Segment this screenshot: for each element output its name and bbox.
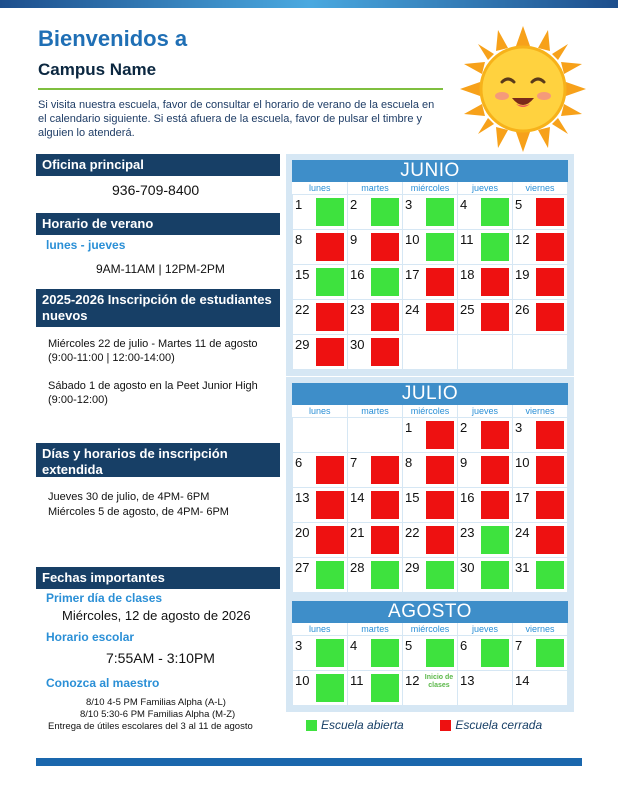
- top-accent-bar: [0, 0, 618, 8]
- registration-heading: 2025-2026 Inscripción de estudiantes nuevos: [36, 289, 280, 327]
- school-open-marker: [371, 561, 399, 589]
- school-closed-marker: [316, 233, 344, 261]
- calendar-day: [513, 558, 568, 593]
- weekday-header: lunes: [293, 623, 348, 636]
- day-number: 9: [460, 455, 468, 470]
- school-open-marker: [371, 639, 399, 667]
- school-open-marker: [316, 268, 344, 296]
- calendar-day: [458, 195, 513, 230]
- school-closed-marker: [481, 268, 509, 296]
- school-open-marker: [426, 561, 454, 589]
- calendar-day: [403, 558, 458, 593]
- calendar-day: [348, 300, 403, 335]
- office-phone: 936-709-8400: [112, 182, 200, 198]
- school-closed-marker: [536, 491, 564, 519]
- calendar-day: [348, 453, 403, 488]
- calendar-day: [513, 488, 568, 523]
- weekday-header: martes: [348, 623, 403, 636]
- calendar-day: [293, 335, 348, 370]
- day-number: 28: [350, 560, 365, 575]
- calendar-day: [293, 636, 348, 671]
- school-open-marker: [426, 198, 454, 226]
- calendar-day: [403, 230, 458, 265]
- school-closed-marker: [536, 526, 564, 554]
- day-number: 29: [295, 337, 310, 352]
- school-closed-marker: [481, 303, 509, 331]
- calendar-day: [403, 335, 458, 370]
- calendar-day: [513, 265, 568, 300]
- calendar-day: [513, 636, 568, 671]
- school-open-marker: [371, 674, 399, 702]
- day-number: 16: [350, 267, 365, 282]
- school-open-marker: [481, 561, 509, 589]
- day-number: 13: [295, 490, 310, 505]
- weekday-header: miércoles: [403, 623, 458, 636]
- calendar-day: [403, 636, 458, 671]
- calendar-day: [403, 523, 458, 558]
- meet-teacher-line2: 8/10 5:30-6 PM Familias Alpha (M-Z): [80, 709, 236, 720]
- day-number: 10: [295, 673, 310, 688]
- weekday-header: miércoles: [403, 182, 458, 195]
- weekday-header: jueves: [458, 182, 513, 195]
- summer-days: lunes - jueves: [46, 238, 126, 252]
- first-day-note: Inicio de clases: [424, 674, 454, 689]
- calendar-day: [293, 265, 348, 300]
- weekday-header: viernes: [513, 623, 568, 636]
- extended-line2: Miércoles 5 de agosto, de 4PM- 6PM: [48, 506, 229, 518]
- day-number: 17: [515, 490, 530, 505]
- calendar-day: [513, 671, 568, 706]
- weekday-header: viernes: [513, 182, 568, 195]
- calendar-day: [513, 335, 568, 370]
- weekday-header: martes: [348, 182, 403, 195]
- meet-teacher-label: Conozca al maestro: [46, 676, 160, 690]
- school-schedule-label: Horario escolar: [46, 630, 135, 644]
- day-number: 29: [405, 560, 420, 575]
- day-number: 10: [405, 232, 420, 247]
- calendar-day: [403, 195, 458, 230]
- calendar-day: [403, 671, 458, 706]
- calendar-august: [286, 595, 574, 712]
- calendar-day: [403, 453, 458, 488]
- day-number: 27: [295, 560, 310, 575]
- school-closed-marker: [536, 456, 564, 484]
- school-open-marker: [371, 268, 399, 296]
- calendar-grid: [292, 623, 568, 706]
- month-title: JUNIO: [292, 160, 568, 182]
- school-open-marker: [316, 561, 344, 589]
- first-day-label: Primer día de clases: [46, 591, 163, 605]
- calendar-day: [348, 418, 403, 453]
- calendar-day: [403, 265, 458, 300]
- registration-line1: Miércoles 22 de julio - Martes 11 de agosto (9:00-11:00 | 12:00-14:00): [48, 338, 258, 364]
- calendar-day: [293, 523, 348, 558]
- calendar-day: [293, 300, 348, 335]
- day-number: 17: [405, 267, 420, 282]
- calendar-day: [348, 265, 403, 300]
- calendar-day: [513, 453, 568, 488]
- first-day-value: Miércoles, 12 de agosto de 2026: [62, 608, 251, 623]
- day-number: 30: [460, 560, 475, 575]
- school-closed-marker: [371, 456, 399, 484]
- calendar-day: [293, 453, 348, 488]
- day-number: 8: [295, 232, 303, 247]
- calendar-day: [348, 335, 403, 370]
- calendar-day: [348, 488, 403, 523]
- school-closed-marker: [316, 303, 344, 331]
- school-closed-marker: [481, 456, 509, 484]
- registration-line2: Sábado 1 de agosto en la Peet Junior High (9:00-12:00): [48, 380, 258, 406]
- calendar-day: [458, 230, 513, 265]
- day-number: 3: [405, 197, 413, 212]
- day-number: 4: [350, 638, 358, 653]
- legend-closed-swatch: [440, 720, 451, 731]
- calendar-day: [513, 195, 568, 230]
- day-number: 21: [350, 525, 365, 540]
- school-closed-marker: [371, 303, 399, 331]
- calendar-day: [293, 195, 348, 230]
- meet-teacher-line1: 8/10 4-5 PM Familias Alpha (A-L): [86, 697, 226, 708]
- day-number: 2: [460, 420, 468, 435]
- extended-heading: Días y horarios de inscripción extendida: [36, 443, 280, 477]
- school-closed-marker: [316, 338, 344, 366]
- school-open-marker: [481, 639, 509, 667]
- day-number: 30: [350, 337, 365, 352]
- day-number: 5: [405, 638, 413, 653]
- school-closed-marker: [426, 456, 454, 484]
- calendar-day: [348, 671, 403, 706]
- day-number: 31: [515, 560, 530, 575]
- school-closed-marker: [371, 233, 399, 261]
- day-number: 3: [295, 638, 303, 653]
- calendar-day: [458, 453, 513, 488]
- important-dates-heading: Fechas importantes: [36, 567, 280, 589]
- school-schedule-value: 7:55AM - 3:10PM: [106, 650, 215, 666]
- school-closed-marker: [316, 491, 344, 519]
- day-number: 16: [460, 490, 475, 505]
- day-number: 5: [515, 197, 523, 212]
- intro-text: Si visita nuestra escuela, favor de consultar el horario de verano de la escuela en el calendario siguiente. Si está afuera de la escuela, favor de pulsar el timbre y alguien lo atenderá.: [38, 99, 435, 139]
- calendar-day: [513, 418, 568, 453]
- calendar-day: [458, 265, 513, 300]
- calendar-day: [293, 418, 348, 453]
- school-closed-marker: [426, 491, 454, 519]
- day-number: 15: [405, 490, 420, 505]
- page-title: Bienvenidos a: [38, 26, 188, 51]
- school-open-marker: [371, 198, 399, 226]
- school-closed-marker: [481, 491, 509, 519]
- day-number: 22: [405, 525, 420, 540]
- school-closed-marker: [426, 421, 454, 449]
- calendar-day: [293, 558, 348, 593]
- calendar-day: [458, 418, 513, 453]
- calendar-grid: [292, 182, 568, 370]
- day-number: 8: [405, 455, 413, 470]
- school-closed-marker: [371, 338, 399, 366]
- school-closed-marker: [371, 491, 399, 519]
- calendar-day: [293, 230, 348, 265]
- day-number: 14: [515, 673, 530, 688]
- office-heading: Oficina principal: [36, 154, 280, 176]
- school-closed-marker: [316, 456, 344, 484]
- calendar-day: [293, 488, 348, 523]
- day-number: 11: [350, 673, 364, 688]
- day-number: 24: [405, 302, 420, 317]
- day-number: 6: [295, 455, 303, 470]
- calendar-day: [513, 230, 568, 265]
- day-number: 2: [350, 197, 358, 212]
- school-closed-marker: [316, 526, 344, 554]
- legend-closed-label: Escuela cerrada: [455, 718, 543, 732]
- day-number: 1: [405, 420, 413, 435]
- calendar-day: [348, 558, 403, 593]
- day-number: 4: [460, 197, 468, 212]
- calendar-grid: [292, 405, 568, 593]
- bottom-accent-bar: [36, 758, 582, 766]
- school-closed-marker: [426, 268, 454, 296]
- school-open-marker: [316, 198, 344, 226]
- school-closed-marker: [536, 233, 564, 261]
- school-open-marker: [316, 674, 344, 702]
- school-open-marker: [536, 561, 564, 589]
- day-number: 19: [515, 267, 530, 282]
- day-number: 15: [295, 267, 310, 282]
- school-open-marker: [426, 233, 454, 261]
- legend-open-swatch: [306, 720, 317, 731]
- calendar-day: [458, 300, 513, 335]
- day-number: 11: [460, 232, 474, 247]
- weekday-header: viernes: [513, 405, 568, 418]
- summer-hours: 9AM-11AM | 12PM-2PM: [96, 262, 225, 276]
- calendar-day: [458, 558, 513, 593]
- calendar-day: [513, 300, 568, 335]
- calendar-day: [403, 300, 458, 335]
- school-closed-marker: [426, 303, 454, 331]
- school-closed-marker: [536, 303, 564, 331]
- calendar-day: [348, 636, 403, 671]
- weekday-header: miércoles: [403, 405, 458, 418]
- day-number: 25: [460, 302, 475, 317]
- day-number: 12: [405, 673, 420, 688]
- school-open-marker: [481, 198, 509, 226]
- title-divider: [38, 88, 443, 90]
- day-number: 23: [350, 302, 365, 317]
- school-open-marker: [536, 639, 564, 667]
- calendar-day: [348, 230, 403, 265]
- day-number: 6: [460, 638, 468, 653]
- calendar-day: [403, 488, 458, 523]
- day-number: 22: [295, 302, 310, 317]
- day-number: 26: [515, 302, 530, 317]
- day-number: 12: [515, 232, 530, 247]
- day-number: 7: [350, 455, 358, 470]
- weekday-header: jueves: [458, 623, 513, 636]
- school-open-marker: [481, 526, 509, 554]
- weekday-header: lunes: [293, 405, 348, 418]
- calendar-day: [458, 335, 513, 370]
- calendar-july: [286, 377, 574, 599]
- day-number: 24: [515, 525, 530, 540]
- day-number: 7: [515, 638, 523, 653]
- weekday-header: jueves: [458, 405, 513, 418]
- school-closed-marker: [426, 526, 454, 554]
- supplies-dropoff: Entrega de útiles escolares del 3 al 11 de agosto: [48, 721, 253, 732]
- weekday-header: lunes: [293, 182, 348, 195]
- day-number: 1: [295, 197, 303, 212]
- calendar-day: [403, 418, 458, 453]
- day-number: 13: [460, 673, 475, 688]
- calendar-day: [348, 195, 403, 230]
- calendar-day: [348, 523, 403, 558]
- calendar-day: [513, 523, 568, 558]
- day-number: 14: [350, 490, 365, 505]
- extended-line1: Jueves 30 de julio, de 4PM- 6PM: [48, 491, 210, 503]
- summer-hours-heading: Horario de verano: [36, 213, 280, 235]
- campus-name: Campus Name: [38, 60, 157, 79]
- day-number: 23: [460, 525, 475, 540]
- school-open-marker: [316, 639, 344, 667]
- school-closed-marker: [536, 198, 564, 226]
- month-title: AGOSTO: [292, 601, 568, 623]
- day-number: 18: [460, 267, 475, 282]
- calendar-june: [286, 154, 574, 376]
- school-closed-marker: [481, 421, 509, 449]
- month-title: JULIO: [292, 383, 568, 405]
- sun-icon: [458, 24, 588, 154]
- calendar-day: [458, 636, 513, 671]
- calendar-day: [293, 671, 348, 706]
- day-number: 20: [295, 525, 310, 540]
- school-closed-marker: [536, 421, 564, 449]
- day-number: 10: [515, 455, 530, 470]
- calendar-day: [458, 488, 513, 523]
- calendar-legend: [306, 718, 542, 732]
- calendar-day: [458, 671, 513, 706]
- weekday-header: martes: [348, 405, 403, 418]
- school-closed-marker: [371, 526, 399, 554]
- day-number: 9: [350, 232, 358, 247]
- legend-open-label: Escuela abierta: [321, 718, 404, 732]
- school-open-marker: [481, 233, 509, 261]
- school-closed-marker: [536, 268, 564, 296]
- school-open-marker: [426, 639, 454, 667]
- day-number: 3: [515, 420, 523, 435]
- calendar-day: [458, 523, 513, 558]
